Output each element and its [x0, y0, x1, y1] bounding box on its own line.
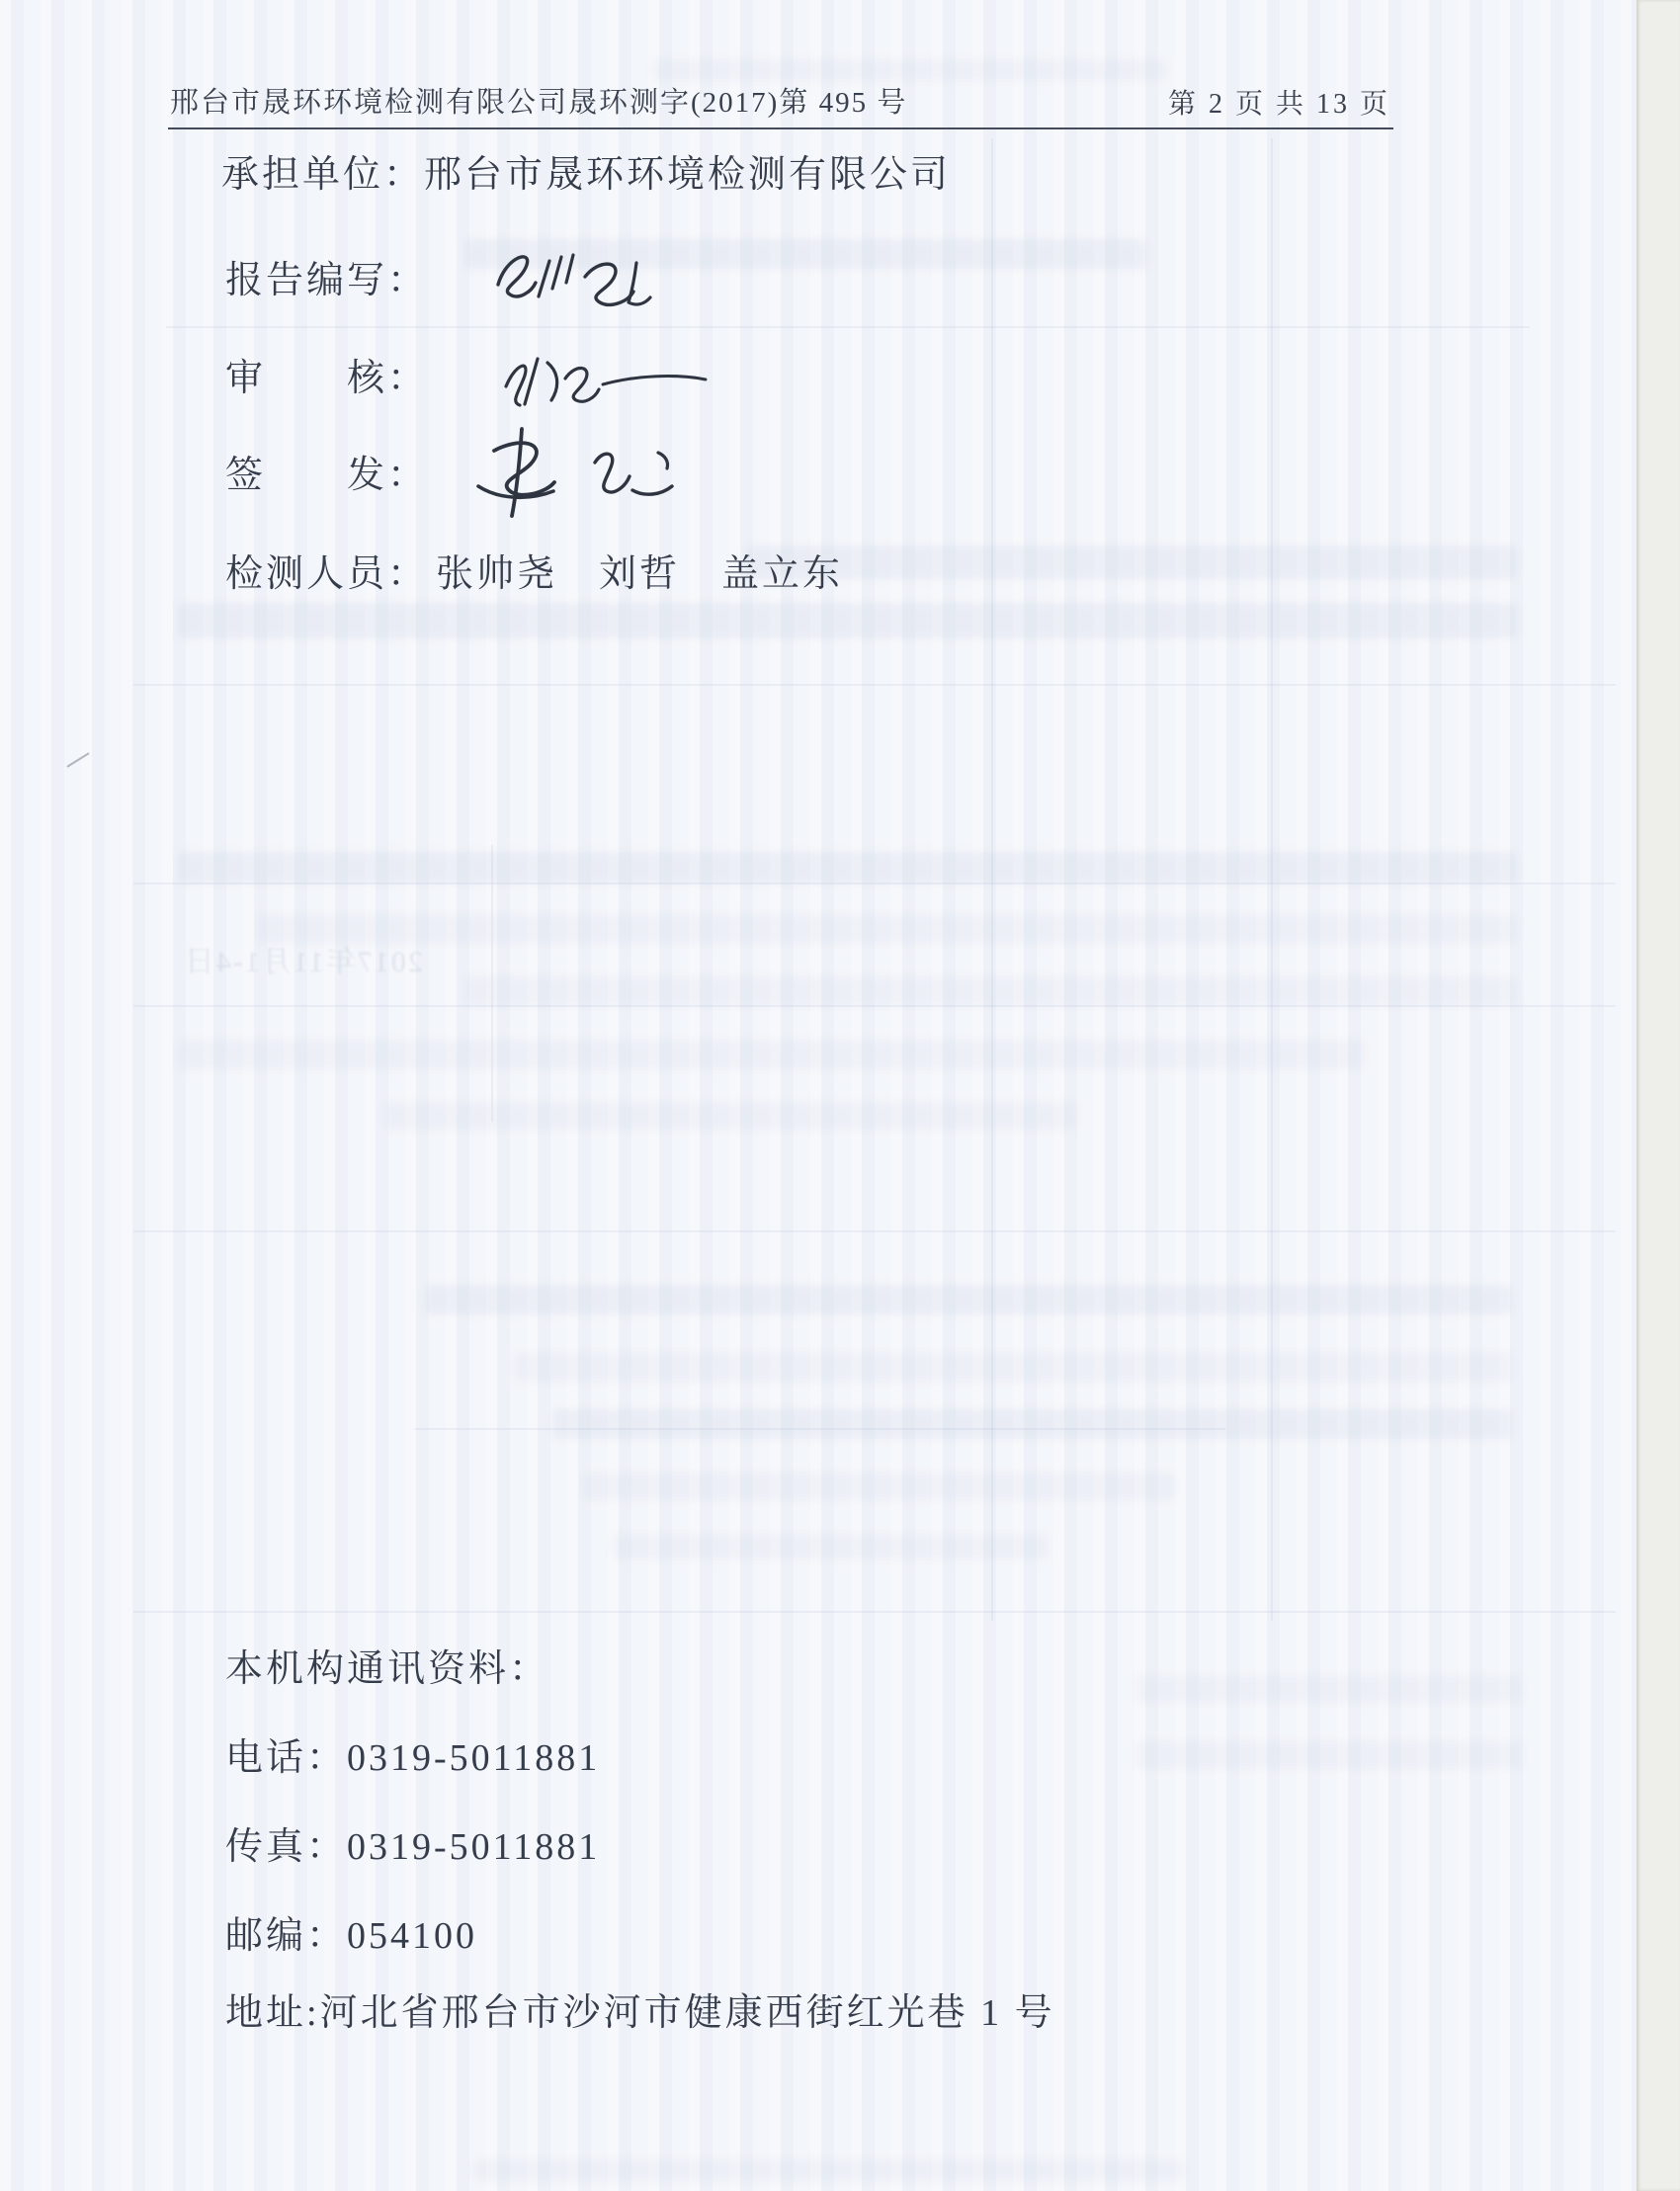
ghost-smudge: [514, 1352, 1512, 1382]
issuer-line: [225, 455, 428, 498]
paper-edge: [1637, 0, 1680, 2191]
undertaker-line: [221, 154, 951, 198]
staff-label: 检测人员：: [225, 553, 429, 595]
address-value: 河北省邢台市沙河市健康西街红光巷 1 号: [319, 1992, 1055, 2034]
ghost-smudge: [652, 59, 1166, 81]
fax-label: 传真：: [225, 1826, 348, 1868]
reviewer-line: [225, 358, 428, 401]
ghost-table-hline: [133, 684, 1616, 686]
ghost-smudge: [464, 976, 1517, 1006]
ghost-table-hline: [133, 1005, 1616, 1007]
ghost-smudge: [425, 1285, 1512, 1314]
undertaker-label: 承担单位：: [221, 154, 425, 196]
ghost-table-vline: [991, 138, 993, 1621]
ghost-smudge: [257, 914, 1517, 944]
header-page-info: 第 2 页 共 13 页: [1168, 89, 1391, 120]
reviewer-label: 审 核：: [225, 358, 429, 399]
issuer-label: 签 发：: [225, 455, 429, 496]
staff-name-2: 刘哲: [599, 553, 681, 595]
contact-phone: [225, 1737, 600, 1781]
ghost-smudge: [583, 1473, 1176, 1500]
ghost-smudge: [178, 852, 1517, 884]
undertaker-value: 邢台市晟环环境检测有限公司: [424, 154, 952, 196]
ghost-table-vline: [1271, 138, 1273, 1621]
ghost-smudge: [474, 2159, 1186, 2181]
zip-value: 054100: [347, 1915, 478, 1957]
staff-line: [225, 553, 843, 597]
contact-address: [225, 1992, 1055, 2036]
ghost-text-fragment: 2017年11月1-4日: [183, 946, 423, 978]
report-writer-label: 报告编写：: [225, 260, 429, 301]
ghost-table-vline: [491, 845, 493, 1122]
ghost-table-hline: [133, 1611, 1616, 1613]
ghost-table-hline: [166, 326, 1530, 328]
zip-label: 邮编：: [225, 1915, 348, 1957]
ghost-smudge: [1136, 1675, 1522, 1703]
ghost-smudge: [385, 1102, 1077, 1130]
ghost-table-hline: [133, 1230, 1616, 1232]
staff-name-1: 张帅尧: [436, 553, 558, 595]
ghost-smudge: [613, 1534, 1048, 1559]
header-rule: [168, 127, 1393, 129]
ghost-smudge: [1136, 1741, 1522, 1769]
ghost-table-hline: [415, 1428, 1225, 1430]
report-writer-line: [225, 260, 428, 303]
ghost-smudge: [553, 1409, 1512, 1439]
contact-zip: [225, 1915, 477, 1959]
report-writer-signature: [486, 235, 664, 326]
ghost-smudge: [178, 1040, 1364, 1069]
contact-fax: [225, 1826, 600, 1870]
contact-title: 本机构通讯资料：: [225, 1648, 550, 1690]
scan-mark: [66, 752, 89, 767]
ghost-table-hline: [133, 883, 1616, 885]
ghost-smudge: [178, 603, 1517, 638]
phone-value: 0319-5011881: [347, 1737, 601, 1779]
issuer-signature: [462, 421, 710, 538]
fax-value: 0319-5011881: [347, 1826, 601, 1868]
staff-name-3: 盖立东: [721, 553, 844, 595]
header-doc-number: 邢台市晟环环境检测有限公司晟环测字(2017)第 495 号: [170, 87, 908, 119]
reviewer-signature: [492, 341, 719, 422]
ghost-smudge: [746, 546, 1517, 579]
phone-label: 电话：: [225, 1737, 348, 1779]
address-label: 地址:: [225, 1992, 320, 2034]
